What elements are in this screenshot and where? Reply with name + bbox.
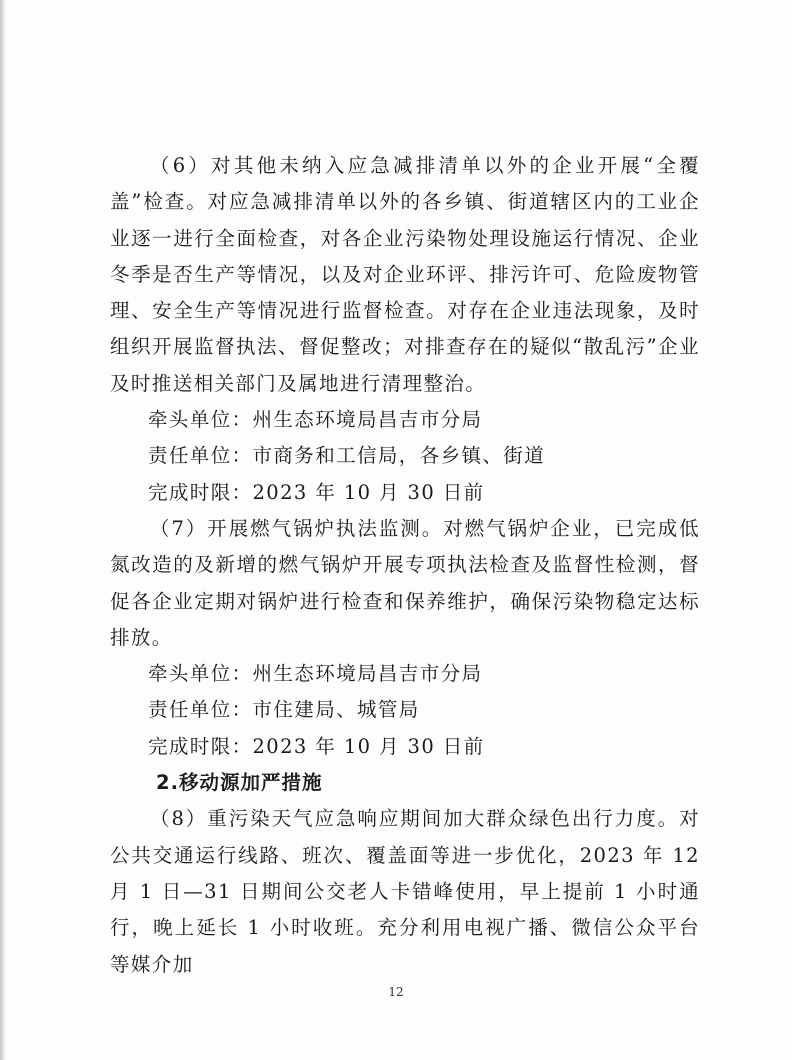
item-7-paragraph: （7）开展燃气锅炉执法监测。对燃气锅炉企业，已完成低氮改造的及新增的燃气锅炉开展专项执法检查及监督性检测，督促各企业定期对锅炉进行检查和保养维护，确保污染物稳定达标排放。 (110, 516, 700, 649)
item-6-deadline: 完成时限：2023 年 10 月 30 日前 (148, 480, 485, 504)
item-7-responsible-unit: 责任单位：市住建局、城管局 (148, 698, 420, 722)
item-8-paragraph: （8）重污染天气应急响应期间加大群众绿色出行力度。对公共交通运行线路、班次、覆盖面等进一步优化，2023 年 12 月 1 日—31 日期间公交老人卡错峰使用，早上提前 1 小时通行，晚上延长 1 小时收班。充分利用电视广播、微信公众平台等媒介加 (110, 807, 700, 976)
item-6-paragraph: （6）对其他未纳入应急减排清单以外的企业开展“全覆盖”检查。对应急减排清单以外的各乡镇、街道辖区内的工业企业逐一进行全面检查，对各企业污染物处理设施运行情况、企业冬季是否生产等情况，以及对企业环评、排污许可、危险废物管理、安全生产等情况进行监督检查。对存在企业违法现象，及时组织开展监督执法、督促整改；对排查存在的疑似“散乱污”企业及时推送相关部门及属地进行清理整治。 (110, 154, 700, 395)
document-body (110, 148, 700, 983)
item-7-deadline: 完成时限：2023 年 10 月 30 日前 (148, 734, 485, 758)
page-number: 12 (388, 985, 404, 999)
section-heading: 2.移动源加严措施 (156, 771, 323, 795)
item-7-lead-unit: 牵头单位：州生态环境局昌吉市分局 (148, 662, 483, 686)
scan-edge-shadow (0, 0, 6, 1060)
item-6-responsible-unit: 责任单位：市商务和工信局，各乡镇、街道 (148, 444, 546, 468)
item-6-lead-unit: 牵头单位：州生态环境局昌吉市分局 (148, 408, 483, 432)
